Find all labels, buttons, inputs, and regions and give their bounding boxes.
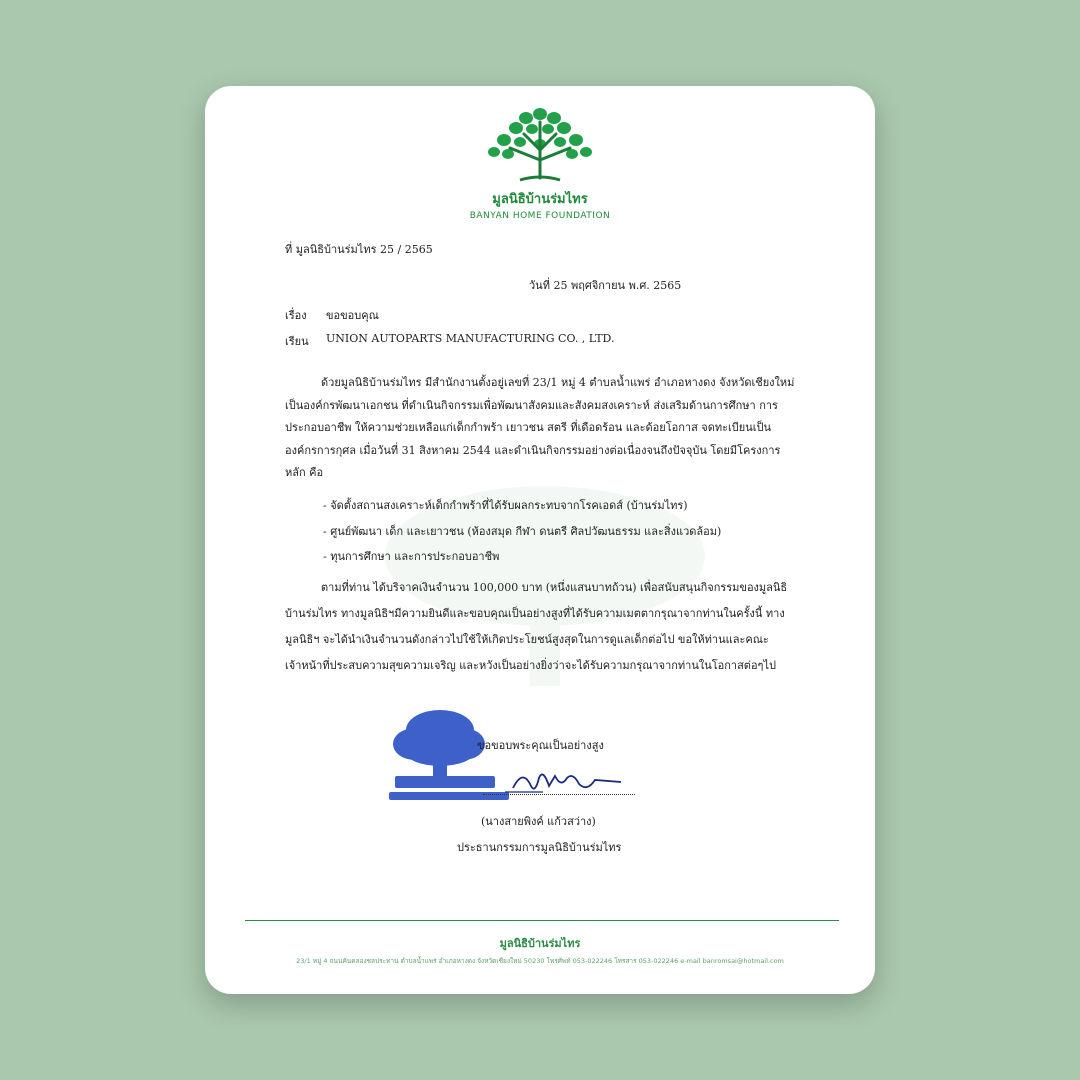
foundation-logo (205, 104, 875, 221)
footer-foundation-name: มูลนิธิบ้านร่มไทร (499, 937, 581, 950)
paragraph-line: บ้านร่มไทร ทางมูลนิธิฯมีความยินดีและขอบคุณเป็นอย่างสูงที่ได้รับความเมตตากรุณาจากท่านในครั้งนี้ ทาง (285, 607, 785, 620)
letter-reference: ที่ มูลนิธิบ้านร่มไทร 25 / 2565 (285, 243, 433, 256)
letter-card (205, 86, 875, 994)
recipient-label: เรียน (285, 335, 309, 348)
paragraph-thanks (285, 575, 805, 679)
paragraph-line: เจ้าหน้าที่ประสบความสุขความเจริญ และหวังเป็นอย่างยิ่งว่าจะได้รับความกรุณาจากท่านในโอกาสต่อๆไป (285, 659, 776, 672)
footer-address: 23/1 หมู่ 4 ถนนคันคลองชลประทาน ตำบลน้ำแพร่ อำเภอหางดง จังหวัดเชียงใหม่ 50230 โทรศัพท์ 053-022246 โทรสาร 053-022246 e-mail banromsai@hotmail.com (296, 957, 784, 965)
closing-text: ขอขอบพระคุณเป็นอย่างสูง (477, 739, 604, 752)
signature-icon (503, 764, 643, 796)
paragraph-line: หลัก คือ (285, 466, 324, 479)
paragraph-line: ด้วยมูลนิธิบ้านร่มไทร มีสำนักงานตั้งอยู่เลขที่ 23/1 หมู่ 4 ตำบลน้ำแพร่ อำเภอหางดง จังหวัดเชียงใหม่ (321, 376, 795, 389)
signer-name: (นางสายพิงค์ แก้วสว่าง) (481, 815, 596, 828)
logo-name-thai: มูลนิธิบ้านร่มไทร (492, 192, 588, 207)
paragraph-line: องค์กรการกุศล เมื่อวันที่ 31 สิงหาคม 2544 และดำเนินกิจกรรมอย่างต่อเนื่องจนถึงปัจจุบัน โดยมีโครงการ (285, 443, 781, 457)
paragraph-line: ตามที่ท่าน ได้บริจาคเงินจำนวน 100,000 บาท (หนึ่งแสนบาทถ้วน) เพื่อสนับสนุนกิจกรรมของมูลนิธิ (321, 581, 788, 594)
footer-divider (245, 920, 839, 921)
banyan-tree-icon (480, 104, 600, 184)
bullet-item: - ศูนย์พัฒนา เด็ก และเยาวชน (ห้องสมุด กีฬา ดนตรี ศิลปวัฒนธรรม และสิ่งแวดล้อม) (323, 525, 722, 538)
paragraph-line: ประกอบอาชีพ ให้ความช่วยเหลือแก่เด็กกำพร้า เยาวชน สตรี ที่เดือดร้อน และด้อยโอกาส จดทะเบียนเป็น (285, 421, 772, 434)
paragraph-line: เป็นองค์กรพัฒนาเอกชน ที่ดำเนินกิจกรรมเพื่อพัฒนาสังคมและสังคมสงเคราะห์ ส่งเสริมด้านการศึกษา การ (285, 398, 778, 412)
paragraph-intro (285, 372, 805, 485)
bullet-item: - จัดตั้งสถานสงเคราะห์เด็กกำพร้าที่ได้รับผลกระทบจากโรคเอดส์ (บ้านร่มไทร) (323, 499, 688, 512)
signature-line (483, 794, 635, 795)
paragraph-line: มูลนิธิฯ จะได้นำเงินจำนวนดังกล่าวไปใช้ให้เกิดประโยชน์สูงสุดในการดูแลเด็กต่อไป ขอให้ท่านและคณะ (285, 633, 769, 646)
subject-label: เรื่อง (285, 309, 307, 322)
logo-name-english: BANYAN HOME FOUNDATION (469, 211, 611, 221)
subject-text: ขอขอบคุณ (326, 309, 379, 322)
recipient-text: UNION AUTOPARTS MANUFACTURING CO. , LTD. (326, 332, 615, 345)
bullet-item: - ทุนการศึกษา และการประกอบอาชีพ (323, 550, 500, 563)
signer-title: ประธานกรรมการมูลนิธิบ้านร่มไทร (457, 841, 622, 854)
letter-date: วันที่ 25 พฤศจิกายน พ.ศ. 2565 (529, 279, 682, 292)
